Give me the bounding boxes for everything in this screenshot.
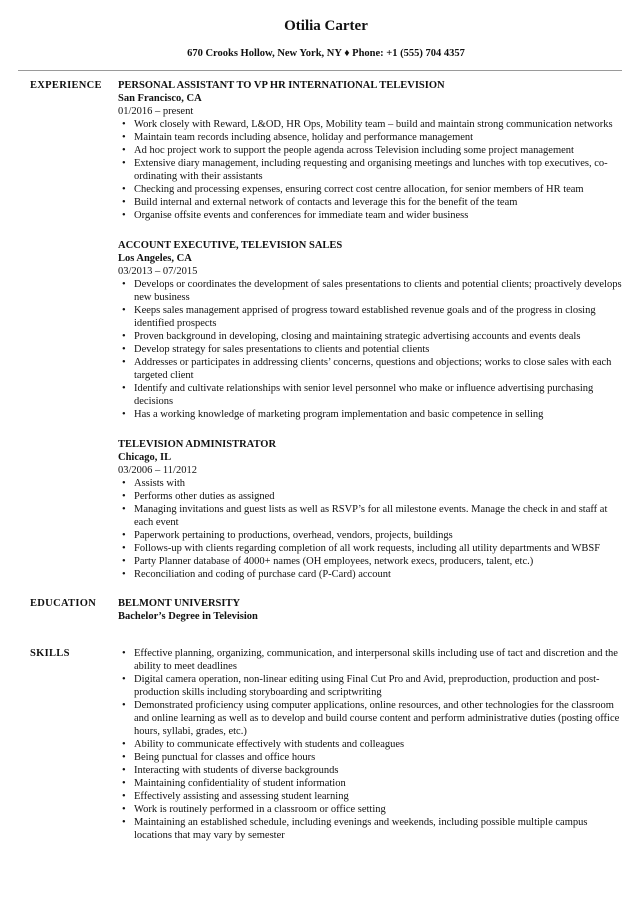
job-dates: 01/2016 – present [118,106,194,117]
skill-item: • Ability to communicate effectively with students and colleagues [134,738,622,751]
job-bullet: • Party Planner database of 4000+ names (OH employees, network execs, producers, talent, etc.) [134,555,622,568]
header-divider [18,70,622,71]
job-bullet: • Managing invitations and guest lists as well as RSVP’s for all milestone events. Manage the check in and staff at each event [134,503,622,529]
experience-heading: EXPERIENCE [30,80,102,91]
skill-item: • Effective planning, organizing, communication, and interpersonal skills including use of tact and discretion and the ability to meet deadlines [134,647,622,673]
job-bullet: • Checking and processing expenses, ensuring correct cost centre allocation, for senior members of HR team [134,183,622,196]
job-location: San Francisco, CA [118,93,202,104]
contact-line: 670 Crooks Hollow, New York, NY ♦ Phone: +1 (555) 704 4357 [187,48,465,59]
job-bullet: • Follows-up with clients regarding completion of all work requests, including all utility departments and WBSF [134,542,622,555]
job-bullet: • Has a working knowledge of marketing program implementation and basic competence in selling [134,408,622,421]
job-bullet: • Identify and cultivate relationships with senior level personnel who make or influence advertising purchasing decisions [134,382,622,408]
education-section [30,597,622,623]
job-bullet: • Paperwork pertaining to productions, overhead, vendors, projects, buildings [134,529,622,542]
job-bullets [118,477,622,581]
job-bullet: • Develop strategy for sales presentations to clients and potential clients [134,343,622,356]
job-entry [118,79,622,222]
education-degree: Bachelor’s Degree in Television [118,611,258,622]
job-bullet: • Maintain team records including absence, holiday and performance management [134,131,622,144]
job-bullet: • Work closely with Reward, L&OD, HR Ops, Mobility team – build and maintain strong communication networks [134,118,622,131]
job-bullet: • Organise offsite events and conferences for immediate team and wider business [134,209,622,222]
skills-section [30,647,622,842]
candidate-name: Otilia Carter [284,18,368,34]
job-bullet: • Performs other duties as assigned [134,490,622,503]
job-bullet: • Ad hoc project work to support the people agenda across Television including some project management [134,144,622,157]
education-school: BELMONT UNIVERSITY [118,598,241,609]
education-heading: EDUCATION [30,598,97,609]
skill-item: • Digital camera operation, non-linear editing using Final Cut Pro and Avid, preproduction, production and post-production skills including storyboarding and scriptwriting [134,673,622,699]
job-bullet: • Addresses or participates in addressing clients’ concerns, questions and objections; works to close sales with each targeted client [134,356,622,382]
job-location: Los Angeles, CA [118,253,192,264]
experience-list [118,79,622,581]
job-bullet: • Proven background in developing, closing and maintaining strategic advertising accounts and events deals [134,330,622,343]
job-dates: 03/2006 – 11/2012 [118,465,197,476]
job-bullet: • Extensive diary management, including requesting and organising meetings and lunches with top executives, co-ordinating with their assistants [134,157,622,183]
job-bullets [118,278,622,421]
job-title: TELEVISION ADMINISTRATOR [118,439,277,450]
job-bullet: • Build internal and external network of contacts and leverage this for the benefit of the team [134,196,622,209]
job-bullet: • Keeps sales management apprised of progress toward established revenue goals and of the progress in closing identified prospects [134,304,622,330]
skills-heading: SKILLS [30,648,70,659]
skills-list [118,647,622,842]
skill-item: • Being punctual for classes and office hours [134,751,622,764]
skill-item: • Maintaining an established schedule, including evenings and weekends, including possible multiple campus locations that may vary by semester [134,816,622,842]
experience-section [30,79,622,581]
job-bullet: • Develops or coordinates the development of sales presentations to clients and potential clients; proactively develops new business [134,278,622,304]
skill-item: • Interacting with students of diverse backgrounds [134,764,622,777]
job-location: Chicago, IL [118,452,172,463]
skill-item: • Maintaining confidentiality of student information [134,777,622,790]
job-bullet: • Assists with [134,477,622,490]
job-entry [118,239,622,421]
skills-body [118,647,622,842]
job-title: PERSONAL ASSISTANT TO VP HR INTERNATIONAL TELEVISION [118,80,445,91]
skill-item: • Effectively assisting and assessing student learning [134,790,622,803]
skill-item: • Demonstrated proficiency using computer applications, online resources, and other technologies for the classroom and online learning as well as to develop and build course content and perform administrative duties (posting office hours, syllabi, grades, etc.) [134,699,622,738]
job-dates: 03/2013 – 07/2015 [118,266,198,277]
education-body [118,597,622,623]
skill-item: • Work is routinely performed in a classroom or office setting [134,803,622,816]
job-bullets [118,118,622,222]
job-bullet: • Reconciliation and coding of purchase card (P-Card) account [134,568,622,581]
job-title: ACCOUNT EXECUTIVE, TELEVISION SALES [118,240,343,251]
job-entry [118,438,622,581]
